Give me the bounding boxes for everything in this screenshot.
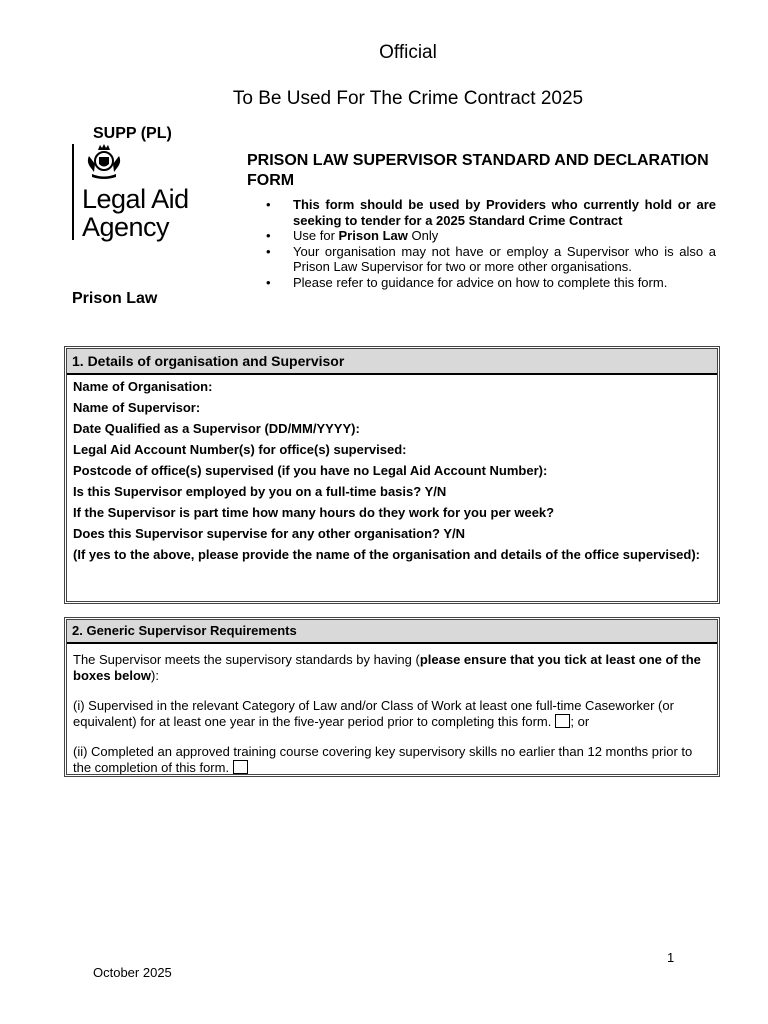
option-text: (i) Supervised in the relevant Category of Law and/or Class of Work at least one full-time Caseworker (or equivalent) for at least one year in the five-year period prior to completing this form. [73, 698, 674, 729]
requirement-option-1 [73, 698, 711, 730]
instruction-list [264, 197, 716, 290]
intro-text: The Supervisor meets the supervisory standards by having ( [73, 652, 420, 667]
list-item [264, 228, 716, 244]
classification-label: Official [379, 42, 437, 63]
generic-requirements-section [64, 617, 720, 777]
logo-text-line2: Agency [82, 212, 170, 242]
page-number: 1 [667, 950, 675, 965]
section-heading: 2. Generic Supervisor Requirements [67, 620, 717, 644]
date-qualified-field[interactable]: Date Qualified as a Supervisor (DD/MM/YYYY): [73, 421, 360, 436]
other-organisation-details-field[interactable]: (If yes to the above, please provide the name of the organisation and details of the office supervised): [73, 547, 701, 562]
list-item [264, 275, 716, 291]
list-item [264, 244, 716, 275]
requirements-body [67, 644, 717, 776]
organisation-name-field[interactable]: Name of Organisation: [73, 379, 213, 394]
footer-date: October 2025 [93, 965, 172, 980]
requirement-option-2 [73, 744, 711, 776]
royal-crest-icon [84, 142, 124, 182]
form-code: SUPP (PL) [93, 125, 172, 142]
option-suffix: ; or [570, 714, 590, 729]
supervisor-name-field[interactable]: Name of Supervisor: [73, 400, 201, 415]
intro-emphasis: please ensure that you tick at least one of the boxes below [73, 652, 701, 683]
requirements-intro [73, 652, 711, 684]
bullet-text: Please refer to guidance for advice on how to complete this form. [293, 274, 668, 290]
logo-divider [72, 144, 74, 240]
organisation-details-section [64, 346, 720, 604]
form-title: PRISON LAW SUPERVISOR STANDARD AND DECLARATION FORM [247, 152, 709, 189]
account-number-field[interactable]: Legal Aid Account Number(s) for office(s) supervised: [73, 442, 407, 457]
contract-subtitle: To Be Used For The Crime Contract 2025 [232, 88, 584, 109]
full-time-field[interactable]: Is this Supervisor employed by you on a full-time basis? Y/N [73, 484, 447, 499]
section-label: Prison Law [72, 290, 158, 307]
section-heading: 1. Details of organisation and Supervisor [67, 349, 717, 375]
option-2-checkbox[interactable] [233, 760, 248, 774]
logo-text-line1: Legal Aid [82, 184, 189, 214]
bullet-text: This form should be used by Providers who currently hold or are seeking to tender for a 2025 Standard Crime Contract [293, 197, 716, 228]
legal-aid-agency-logo [70, 142, 200, 244]
postcode-field[interactable]: Postcode of office(s) supervised (if you have no Legal Aid Account Number): [73, 463, 548, 478]
bullet-emphasis: Prison Law [338, 228, 408, 243]
intro-text: ): [151, 668, 159, 683]
list-item [264, 197, 716, 228]
option-text: (ii) Completed an approved training course covering key supervisory skills no earlier than 12 months prior to the completion of this form. [73, 744, 693, 775]
option-1-checkbox[interactable] [555, 714, 570, 728]
other-organisation-field[interactable]: Does this Supervisor supervise for any other organisation? Y/N [73, 526, 466, 541]
bullet-text: Use for [293, 228, 339, 243]
field-list [67, 375, 717, 563]
bullet-text: Your organisation may not have or employ a Supervisor who is also a Prison Law Supervisor for two or more other organisations. [293, 243, 716, 274]
bullet-text: Only [407, 228, 439, 243]
part-time-hours-field[interactable]: If the Supervisor is part time how many hours do they work for you per week? [73, 505, 555, 520]
